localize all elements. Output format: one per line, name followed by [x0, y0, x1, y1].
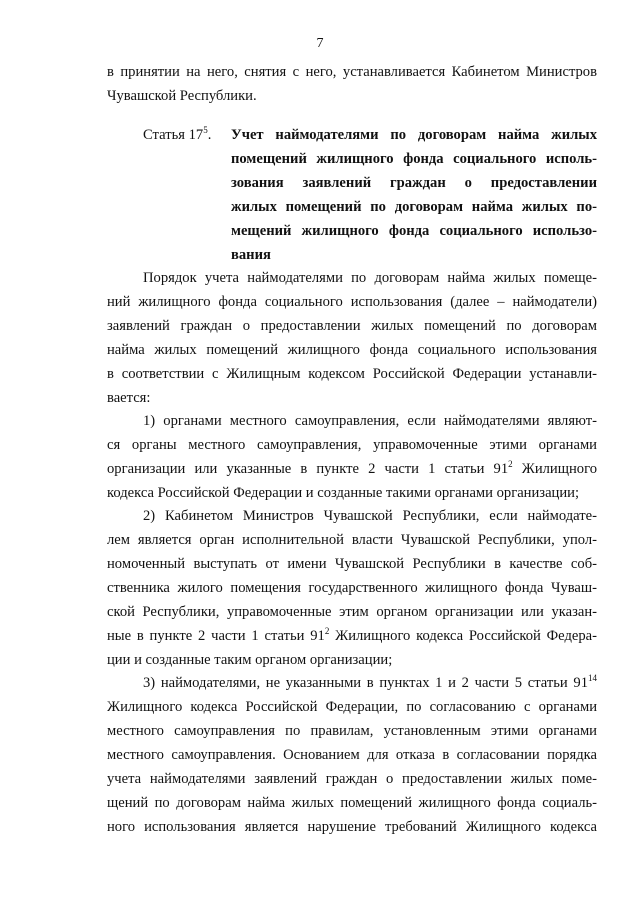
text-line: Жилищного кодекса Российской Федерации, по согласованию с органами [107, 699, 597, 715]
text-line: лем является орган исполнительной власти Чувашской Республики, упол- [107, 532, 597, 548]
article-heading-line: Учет наймодателями по договорам найма жилых [231, 127, 597, 143]
text-line: Порядок учета наймодателями по договорам найма жилых помеще- [143, 270, 597, 286]
text-line: ся органы местного самоуправления, управомоченные этими органами [107, 437, 597, 453]
text-line: заявлений граждан о предоставлении жилых помещений по договорам [107, 318, 597, 334]
text-line: ской Республики, управомоченные этим органом организации или указан- [107, 604, 597, 620]
text-line: в соответствии с Жилищным кодексом Российской Федерации устанавли- [107, 366, 597, 382]
text-line: 2) Кабинетом Министров Чувашской Республики, если наймодате- [143, 508, 597, 524]
page-number: 7 [316, 36, 324, 51]
article-heading-line: вания [231, 247, 271, 263]
text-line: ции и созданные таким органом организации; [107, 652, 393, 668]
text-line: ний жилищного фонда социального использования (далее – наймодатели) [107, 294, 597, 310]
text-line: Чувашской Республики. [107, 88, 257, 104]
text-line: местного самоуправления по правилам, установленным этими органами [107, 723, 597, 739]
text-line: ные в пункте 2 части 1 статьи $91^2$ Жилищного кодекса Российской Федера- [107, 626, 597, 644]
article-heading-line: мещений жилищного фонда социального использо- [231, 223, 597, 239]
text-line: в принятии на него, снятия с него, устанавливается Кабинетом Министров [107, 64, 597, 80]
text-line: местного самоуправления. Основанием для отказа в согласовании порядка [107, 747, 597, 763]
text-line: организации или указанные в пункте 2 части 1 статьи $91^2$ Жилищного [107, 459, 597, 477]
text-line: ного использования является нарушение требований Жилищного кодекса [107, 819, 597, 835]
text-line: учета наймодателями заявлений граждан о предоставлении жилых поме- [107, 771, 597, 787]
article-heading-line: зования заявлений граждан о предоставлении [231, 175, 597, 191]
article-label: Статья $17^5$. [143, 125, 212, 143]
text-line: 3) наймодателями, не указанными в пунктах 1 и 2 части 5 статьи $91^{14}$ [143, 673, 597, 691]
article-heading-line: помещений жилищного фонда социального исполь- [231, 151, 597, 167]
text-line: 1) органами местного самоуправления, если наймодателями являют- [143, 413, 597, 429]
text-line: вается: [107, 390, 151, 406]
text-line: ственника жилого помещения государственного жилищного фонда Чуваш- [107, 580, 597, 596]
text-line: номоченный выступать от имени Чувашской Республики в качестве соб- [107, 556, 597, 572]
text-line: найма жилых помещений жилищного фонда социального использования [107, 342, 597, 358]
text-line: кодекса Российской Федерации и созданные такими органами организации; [107, 485, 580, 501]
article-heading-line: жилых помещений по договорам найма жилых по- [231, 199, 597, 215]
text-line: щений по договорам найма жилых помещений жилищного фонда социаль- [107, 795, 597, 811]
